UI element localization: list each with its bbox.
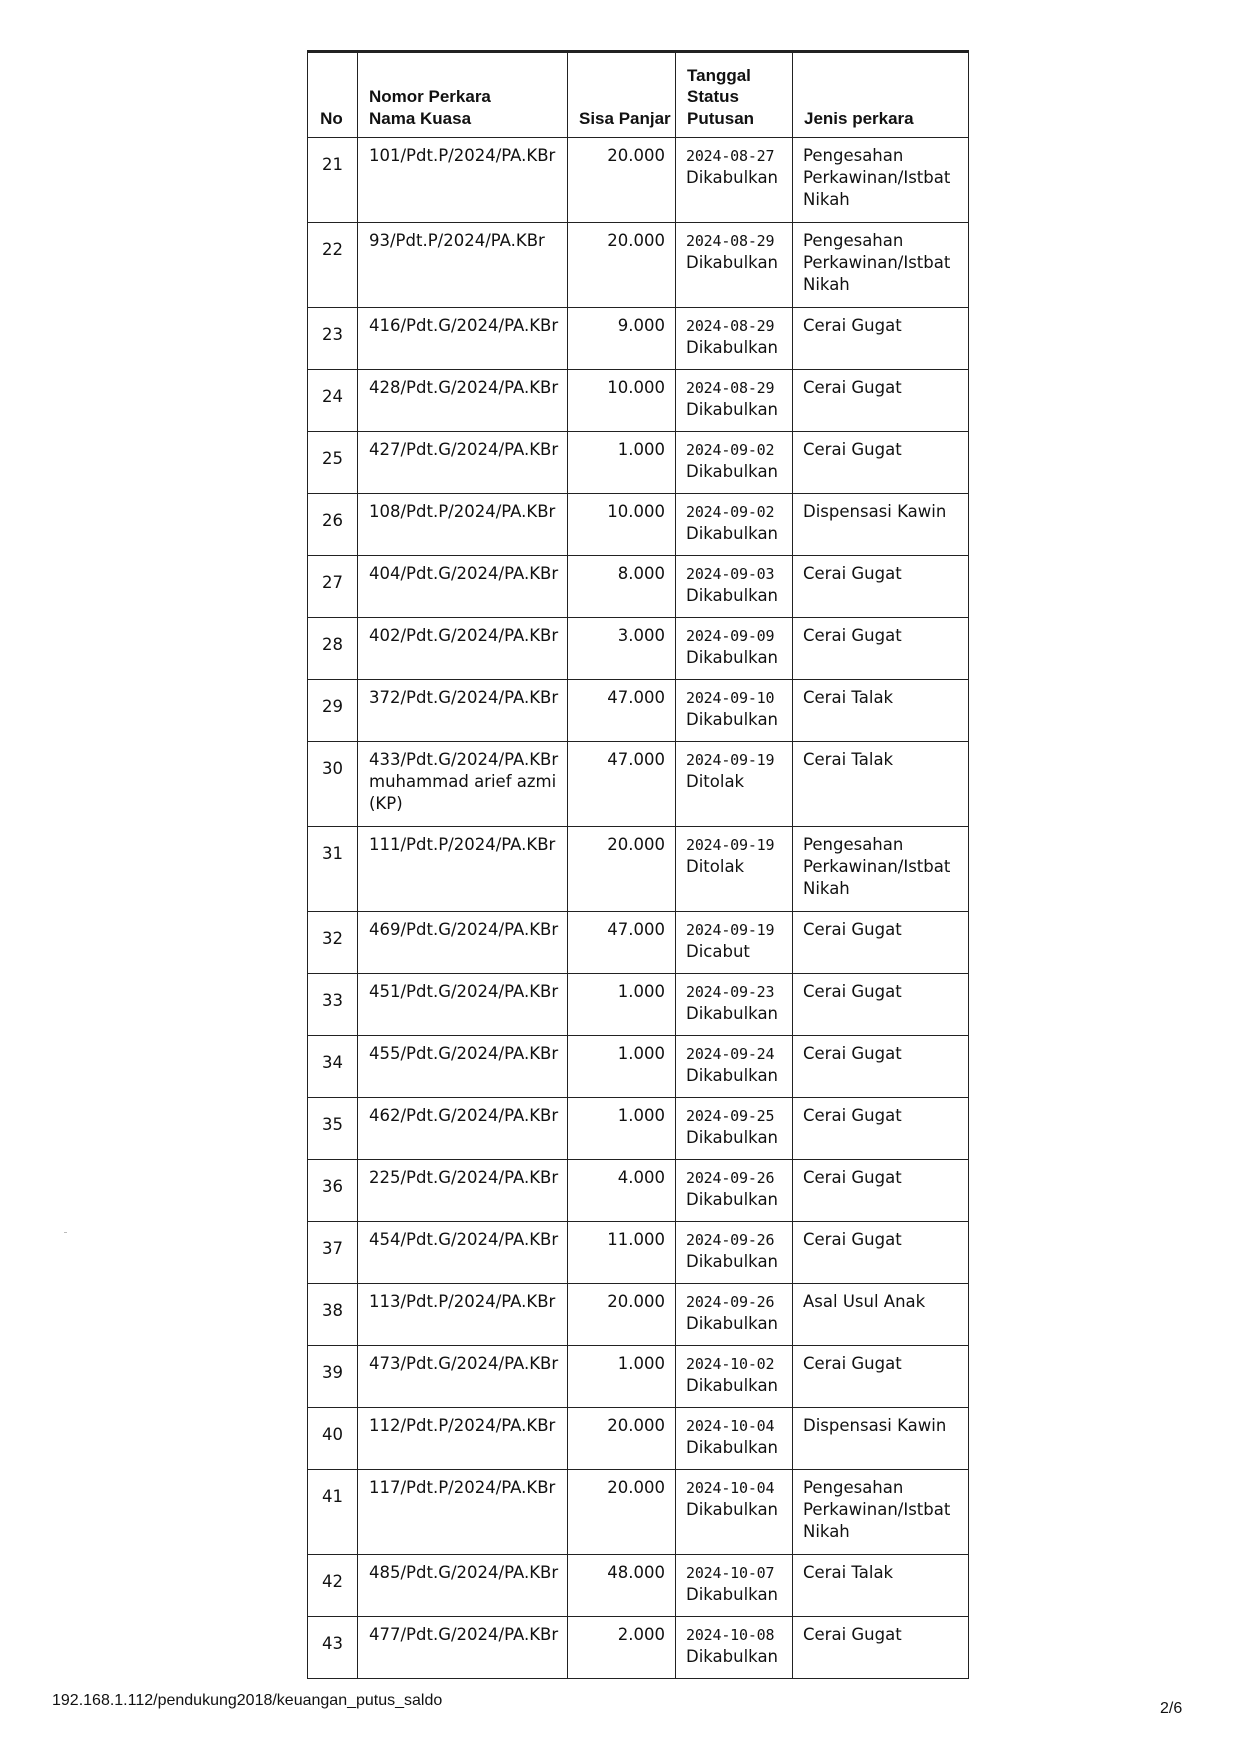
cell-sisa-panjar: 1.000 <box>568 1098 676 1160</box>
cell-jenis-perkara: Pengesahan Perkawinan/Istbat Nikah <box>793 1470 969 1555</box>
case-number: 433/Pdt.G/2024/PA.KBr <box>369 750 559 769</box>
cell-no: 21 <box>308 138 358 223</box>
cell-sisa-panjar: 20.000 <box>568 223 676 308</box>
cell-jenis-perkara: Cerai Gugat <box>793 1036 969 1098</box>
decision-status: Dikabulkan <box>686 1066 779 1085</box>
decision-date: 2024-10-04 <box>686 1479 775 1497</box>
decision-status: Dikabulkan <box>686 1647 779 1666</box>
case-number: 454/Pdt.G/2024/PA.KBr <box>369 1230 559 1249</box>
case-number: 108/Pdt.P/2024/PA.KBr <box>369 502 556 521</box>
cell-jenis-perkara: Cerai Gugat <box>793 1346 969 1408</box>
table-row <box>308 494 969 556</box>
cell-no: 31 <box>308 827 358 912</box>
table-row <box>308 556 969 618</box>
case-number: 404/Pdt.G/2024/PA.KBr <box>369 564 559 583</box>
cell-sisa-panjar: 10.000 <box>568 370 676 432</box>
cell-nomor-perkara <box>358 223 568 308</box>
case-number: 428/Pdt.G/2024/PA.KBr <box>369 378 559 397</box>
case-number: 451/Pdt.G/2024/PA.KBr <box>369 982 559 1001</box>
attorney-name: muhammad arief azmi (KP) <box>369 772 557 813</box>
table-header-row <box>308 52 969 138</box>
cell-jenis-perkara: Cerai Gugat <box>793 308 969 370</box>
cell-jenis-perkara: Cerai Gugat <box>793 912 969 974</box>
cell-nomor-perkara <box>358 1098 568 1160</box>
case-number: 117/Pdt.P/2024/PA.KBr <box>369 1478 556 1497</box>
cell-no: 34 <box>308 1036 358 1098</box>
decision-date: 2024-09-26 <box>686 1169 775 1187</box>
header-no: No <box>308 52 358 138</box>
table-row <box>308 432 969 494</box>
table-row <box>308 1470 969 1555</box>
footer-url: 192.168.1.112/pendukung2018/keuangan_putus_saldo <box>52 1692 443 1709</box>
case-number: 462/Pdt.G/2024/PA.KBr <box>369 1106 559 1125</box>
cell-nomor-perkara <box>358 432 568 494</box>
table-body <box>308 138 969 1679</box>
decision-date: 2024-08-29 <box>686 317 775 335</box>
cell-jenis-perkara: Cerai Gugat <box>793 618 969 680</box>
decision-date: 2024-09-26 <box>686 1231 775 1249</box>
decision-status: Dicabut <box>686 942 750 961</box>
cell-no: 25 <box>308 432 358 494</box>
cell-no: 37 <box>308 1222 358 1284</box>
decision-date: 2024-09-10 <box>686 689 775 707</box>
decision-date: 2024-08-29 <box>686 379 775 397</box>
decision-date: 2024-10-08 <box>686 1626 775 1644</box>
cell-tanggal-status <box>676 1408 793 1470</box>
case-number: 485/Pdt.G/2024/PA.KBr <box>369 1563 559 1582</box>
cell-jenis-perkara: Cerai Gugat <box>793 370 969 432</box>
cell-sisa-panjar: 8.000 <box>568 556 676 618</box>
cell-nomor-perkara <box>358 680 568 742</box>
decision-status: Dikabulkan <box>686 524 779 543</box>
case-number: 473/Pdt.G/2024/PA.KBr <box>369 1354 559 1373</box>
cell-tanggal-status <box>676 494 793 556</box>
cell-nomor-perkara <box>358 1408 568 1470</box>
cell-nomor-perkara <box>358 1222 568 1284</box>
table-row <box>308 1098 969 1160</box>
cell-tanggal-status <box>676 370 793 432</box>
cell-nomor-perkara <box>358 1470 568 1555</box>
decision-status: Ditolak <box>686 772 745 791</box>
cell-jenis-perkara: Dispensasi Kawin <box>793 494 969 556</box>
cell-sisa-panjar: 47.000 <box>568 742 676 827</box>
table-row <box>308 1408 969 1470</box>
table-row <box>308 1617 969 1679</box>
case-number: 101/Pdt.P/2024/PA.KBr <box>369 146 556 165</box>
cell-tanggal-status <box>676 974 793 1036</box>
cell-jenis-perkara: Pengesahan Perkawinan/Istbat Nikah <box>793 223 969 308</box>
cell-no: 35 <box>308 1098 358 1160</box>
cell-nomor-perkara <box>358 912 568 974</box>
decision-status: Dikabulkan <box>686 1004 779 1023</box>
decision-status: Dikabulkan <box>686 586 779 605</box>
case-number: 113/Pdt.P/2024/PA.KBr <box>369 1292 556 1311</box>
case-number: 416/Pdt.G/2024/PA.KBr <box>369 316 559 335</box>
cell-nomor-perkara <box>358 308 568 370</box>
decision-date: 2024-09-02 <box>686 503 775 521</box>
table-row <box>308 1160 969 1222</box>
case-number: 93/Pdt.P/2024/PA.KBr <box>369 231 545 250</box>
cell-nomor-perkara <box>358 370 568 432</box>
cell-tanggal-status <box>676 827 793 912</box>
cell-jenis-perkara: Cerai Gugat <box>793 1160 969 1222</box>
cell-jenis-perkara: Pengesahan Perkawinan/Istbat Nikah <box>793 138 969 223</box>
cell-tanggal-status <box>676 223 793 308</box>
cell-tanggal-status <box>676 138 793 223</box>
decision-date: 2024-09-09 <box>686 627 775 645</box>
table-row <box>308 618 969 680</box>
cell-jenis-perkara: Cerai Gugat <box>793 1617 969 1679</box>
table-row <box>308 370 969 432</box>
cell-tanggal-status <box>676 1036 793 1098</box>
decision-status: Dikabulkan <box>686 648 779 667</box>
decision-status: Dikabulkan <box>686 1314 779 1333</box>
cell-tanggal-status <box>676 1617 793 1679</box>
table-row <box>308 1555 969 1617</box>
cell-sisa-panjar: 48.000 <box>568 1555 676 1617</box>
decision-date: 2024-09-02 <box>686 441 775 459</box>
header-nomor-perkara: Nomor Perkara Nama Kuasa <box>358 52 568 138</box>
table-row <box>308 1036 969 1098</box>
cell-sisa-panjar: 1.000 <box>568 974 676 1036</box>
cell-nomor-perkara <box>358 827 568 912</box>
cell-tanggal-status <box>676 1284 793 1346</box>
cell-nomor-perkara <box>358 1346 568 1408</box>
case-number: 111/Pdt.P/2024/PA.KBr <box>369 835 556 854</box>
cell-jenis-perkara: Cerai Talak <box>793 680 969 742</box>
cell-sisa-panjar: 3.000 <box>568 618 676 680</box>
cell-no: 23 <box>308 308 358 370</box>
cell-sisa-panjar: 1.000 <box>568 1036 676 1098</box>
cell-jenis-perkara: Cerai Gugat <box>793 432 969 494</box>
cell-jenis-perkara: Cerai Gugat <box>793 1222 969 1284</box>
cell-tanggal-status <box>676 1555 793 1617</box>
cell-nomor-perkara <box>358 138 568 223</box>
cell-jenis-perkara: Cerai Gugat <box>793 556 969 618</box>
cell-sisa-panjar: 11.000 <box>568 1222 676 1284</box>
decision-date: 2024-09-03 <box>686 565 775 583</box>
table-row <box>308 138 969 223</box>
cell-sisa-panjar: 20.000 <box>568 1284 676 1346</box>
case-balance-table <box>307 50 969 1679</box>
cell-jenis-perkara: Asal Usul Anak <box>793 1284 969 1346</box>
cell-no: 29 <box>308 680 358 742</box>
cell-nomor-perkara <box>358 1036 568 1098</box>
decision-date: 2024-09-19 <box>686 751 775 769</box>
decision-status: Dikabulkan <box>686 462 779 481</box>
cell-tanggal-status <box>676 618 793 680</box>
cell-sisa-panjar: 20.000 <box>568 138 676 223</box>
footer-page-number: 2/6 <box>1160 1700 1183 1717</box>
table-row <box>308 1284 969 1346</box>
case-number: 225/Pdt.G/2024/PA.KBr <box>369 1168 559 1187</box>
decision-date: 2024-09-23 <box>686 983 775 1001</box>
header-jenis-perkara: Jenis perkara <box>793 52 969 138</box>
table-row <box>308 742 969 827</box>
cell-jenis-perkara: Dispensasi Kawin <box>793 1408 969 1470</box>
decision-status: Dikabulkan <box>686 710 779 729</box>
table-row <box>308 308 969 370</box>
cell-jenis-perkara: Cerai Talak <box>793 742 969 827</box>
cell-sisa-panjar: 47.000 <box>568 912 676 974</box>
case-number: 469/Pdt.G/2024/PA.KBr <box>369 920 559 939</box>
decision-date: 2024-09-26 <box>686 1293 775 1311</box>
case-number: 372/Pdt.G/2024/PA.KBr <box>369 688 559 707</box>
cell-jenis-perkara: Pengesahan Perkawinan/Istbat Nikah <box>793 827 969 912</box>
case-number: 427/Pdt.G/2024/PA.KBr <box>369 440 559 459</box>
decision-status: Dikabulkan <box>686 1190 779 1209</box>
cell-tanggal-status <box>676 1098 793 1160</box>
cell-sisa-panjar: 10.000 <box>568 494 676 556</box>
decision-status: Dikabulkan <box>686 400 779 419</box>
decision-date: 2024-09-19 <box>686 836 775 854</box>
header-sisa-panjar: Sisa Panjar <box>568 52 676 138</box>
cell-sisa-panjar: 1.000 <box>568 1346 676 1408</box>
decision-status: Dikabulkan <box>686 1252 779 1271</box>
scan-speck <box>64 1232 67 1233</box>
cell-nomor-perkara <box>358 1555 568 1617</box>
cell-sisa-panjar: 1.000 <box>568 432 676 494</box>
case-number: 402/Pdt.G/2024/PA.KBr <box>369 626 559 645</box>
cell-tanggal-status <box>676 1222 793 1284</box>
decision-status: Dikabulkan <box>686 168 779 187</box>
decision-status: Dikabulkan <box>686 1500 779 1519</box>
cell-jenis-perkara: Cerai Gugat <box>793 1098 969 1160</box>
decision-date: 2024-10-07 <box>686 1564 775 1582</box>
cell-sisa-panjar: 20.000 <box>568 1470 676 1555</box>
cell-sisa-panjar: 4.000 <box>568 1160 676 1222</box>
cell-no: 38 <box>308 1284 358 1346</box>
decision-date: 2024-09-24 <box>686 1045 775 1063</box>
cell-tanggal-status <box>676 1470 793 1555</box>
cell-jenis-perkara: Cerai Gugat <box>793 974 969 1036</box>
cell-sisa-panjar: 47.000 <box>568 680 676 742</box>
cell-no: 28 <box>308 618 358 680</box>
cell-sisa-panjar: 20.000 <box>568 827 676 912</box>
decision-date: 2024-10-04 <box>686 1417 775 1435</box>
cell-nomor-perkara <box>358 1160 568 1222</box>
table-row <box>308 1222 969 1284</box>
cell-sisa-panjar: 20.000 <box>568 1408 676 1470</box>
decision-status: Ditolak <box>686 857 745 876</box>
cell-no: 27 <box>308 556 358 618</box>
cell-no: 22 <box>308 223 358 308</box>
decision-date: 2024-10-02 <box>686 1355 775 1373</box>
decision-status: Dikabulkan <box>686 253 779 272</box>
table-row <box>308 974 969 1036</box>
cell-no: 40 <box>308 1408 358 1470</box>
cell-no: 42 <box>308 1555 358 1617</box>
table-row <box>308 827 969 912</box>
cell-jenis-perkara: Cerai Talak <box>793 1555 969 1617</box>
cell-nomor-perkara <box>358 618 568 680</box>
cell-no: 24 <box>308 370 358 432</box>
decision-status: Dikabulkan <box>686 338 779 357</box>
cell-no: 30 <box>308 742 358 827</box>
case-number: 455/Pdt.G/2024/PA.KBr <box>369 1044 559 1063</box>
decision-status: Dikabulkan <box>686 1438 779 1457</box>
decision-date: 2024-08-29 <box>686 232 775 250</box>
cell-nomor-perkara <box>358 742 568 827</box>
cell-tanggal-status <box>676 742 793 827</box>
cell-nomor-perkara <box>358 556 568 618</box>
cell-no: 32 <box>308 912 358 974</box>
case-number: 112/Pdt.P/2024/PA.KBr <box>369 1416 556 1435</box>
cell-no: 33 <box>308 974 358 1036</box>
cell-no: 36 <box>308 1160 358 1222</box>
cell-tanggal-status <box>676 432 793 494</box>
cell-tanggal-status <box>676 1346 793 1408</box>
decision-status: Dikabulkan <box>686 1128 779 1147</box>
table-row <box>308 223 969 308</box>
cell-tanggal-status <box>676 556 793 618</box>
case-number: 477/Pdt.G/2024/PA.KBr <box>369 1625 559 1644</box>
cell-no: 41 <box>308 1470 358 1555</box>
cell-nomor-perkara <box>358 494 568 556</box>
cell-tanggal-status <box>676 680 793 742</box>
decision-date: 2024-08-27 <box>686 147 775 165</box>
cell-tanggal-status <box>676 1160 793 1222</box>
cell-nomor-perkara <box>358 1284 568 1346</box>
cell-nomor-perkara <box>358 974 568 1036</box>
cell-no: 43 <box>308 1617 358 1679</box>
cell-nomor-perkara <box>358 1617 568 1679</box>
decision-date: 2024-09-25 <box>686 1107 775 1125</box>
cell-sisa-panjar: 2.000 <box>568 1617 676 1679</box>
cell-sisa-panjar: 9.000 <box>568 308 676 370</box>
cell-no: 39 <box>308 1346 358 1408</box>
cell-tanggal-status <box>676 912 793 974</box>
cell-no: 26 <box>308 494 358 556</box>
decision-status: Dikabulkan <box>686 1585 779 1604</box>
table-row <box>308 1346 969 1408</box>
decision-date: 2024-09-19 <box>686 921 775 939</box>
cell-tanggal-status <box>676 308 793 370</box>
table-row <box>308 912 969 974</box>
table-row <box>308 680 969 742</box>
decision-status: Dikabulkan <box>686 1376 779 1395</box>
header-tanggal-status: Tanggal Status Putusan <box>676 52 793 138</box>
report-sheet <box>307 50 968 1679</box>
